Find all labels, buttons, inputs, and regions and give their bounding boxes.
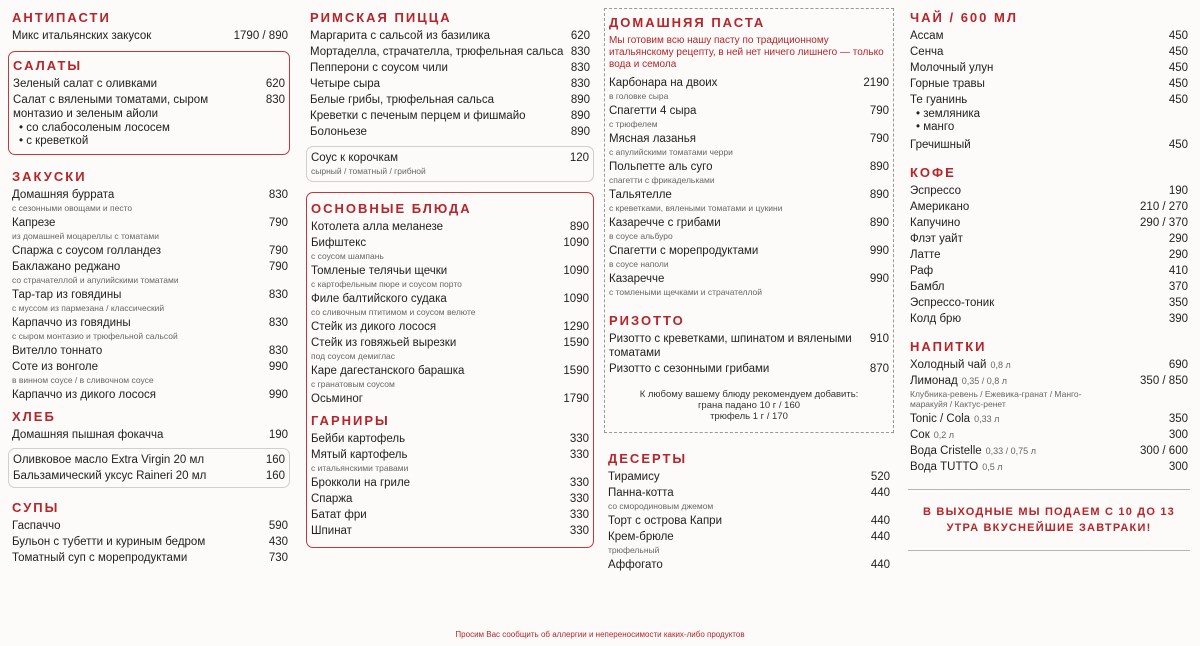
item-name: Панна-котта xyxy=(608,487,674,499)
item-description: с сыром монтазио и трюфельной сальсой xyxy=(12,331,178,341)
item-price: 1090 xyxy=(563,293,589,305)
item-description: с гранатовым соусом xyxy=(311,379,395,389)
menu-item xyxy=(8,243,292,259)
item-price: 830 xyxy=(268,289,288,301)
item-name: Стейк из говяжьей вырезки xyxy=(311,337,457,349)
menu-item xyxy=(906,357,1192,373)
item-name: Американо xyxy=(910,201,970,213)
section-title-main: ОСНОВНЫЕ БЛЮДА xyxy=(311,201,472,216)
item-description: в головке сыра xyxy=(609,91,669,101)
pasta-list xyxy=(605,75,893,299)
item-volume: 0,5 л xyxy=(982,462,1003,472)
menu-item xyxy=(8,550,292,566)
menu-item xyxy=(604,469,894,485)
menu-item xyxy=(306,124,594,140)
item-name: Колд брю xyxy=(910,313,962,325)
item-price: 890 xyxy=(570,94,590,106)
item-price: 870 xyxy=(869,363,889,375)
menu-item: Салат с вялеными томатами, сыром монтазио и зеленым айоли 830 xyxy=(13,94,285,120)
item-price: 350 xyxy=(1168,413,1188,425)
item-name: Мортаделла, страчателла, трюфельная сальса xyxy=(310,46,564,58)
menu-item xyxy=(906,311,1192,327)
item-price: 830 xyxy=(268,317,288,329)
menu-item xyxy=(906,60,1192,76)
menu-item xyxy=(906,279,1192,295)
item-name: Tonic / Cola xyxy=(910,413,971,425)
item-name: Ризотто с сезонными грибами xyxy=(609,363,770,375)
item-price: 790 xyxy=(268,261,288,273)
pasta-risotto-box xyxy=(604,8,894,433)
menu-item xyxy=(906,459,1192,475)
item-name: Спаржа xyxy=(311,493,353,505)
item-price: 330 xyxy=(569,525,589,537)
menu-item xyxy=(8,287,292,303)
section-title-desserts: ДЕСЕРТЫ xyxy=(608,451,688,466)
column-1 xyxy=(8,8,292,566)
breakfast-promo: В ВЫХОДНЫЕ МЫ ПОДАЕМ С 10 ДО 13 УТРА ВКУСНЕЙШИЕ ЗАВТРАКИ! xyxy=(923,506,1175,534)
item-name: Мясная лазанья xyxy=(609,133,696,145)
menu-item: Зеленый салат с оливками 620 xyxy=(13,78,285,90)
menu-item xyxy=(8,343,292,359)
menu-item xyxy=(8,534,292,550)
main-dishes-list xyxy=(307,219,593,407)
item-price: 350 / 850 xyxy=(1140,375,1188,387)
item-description: в соусе альбуро xyxy=(609,231,673,241)
item-name: Те гуанинь xyxy=(910,94,968,106)
zakuski-list xyxy=(8,187,292,403)
item-name: Болоньезе xyxy=(310,126,367,138)
menu-item: Соус к корочкам 120 xyxy=(311,152,589,164)
sauce-box xyxy=(306,146,594,182)
menu-item xyxy=(307,263,593,279)
item-name: Филе балтийского судака xyxy=(311,293,447,305)
sides-list xyxy=(307,431,593,539)
item-description: с сезонными овощами и песто xyxy=(12,203,133,213)
item-name: Казаречче xyxy=(609,273,665,285)
item-name: Молочный улун xyxy=(910,62,994,74)
menu-item xyxy=(307,475,593,491)
item-name: Бульон с тубетти и куриным бедром xyxy=(12,536,206,548)
item-price: 690 xyxy=(1168,359,1188,371)
divider xyxy=(908,489,1190,490)
item-description: с муссом из пармезана / классический xyxy=(12,303,165,313)
item-price: 300 / 600 xyxy=(1140,445,1188,457)
item-name: Лимонад xyxy=(910,375,958,387)
bread-extras-box xyxy=(8,448,290,488)
menu-item xyxy=(906,443,1192,459)
pasta-note: Мы готовим всю нашу пасту по традиционному итальянскому рецепту, в ней нет ничего лишнего — только вода и семола xyxy=(609,35,884,70)
item-volume: 0,33 л xyxy=(974,414,1000,424)
section-title-zakuski: ЗАКУСКИ xyxy=(12,169,87,184)
item-name: Маргарита с сальсой из базилика xyxy=(310,30,491,42)
section-title-risotto: РИЗОТТО xyxy=(609,313,685,328)
menu-item xyxy=(307,291,593,307)
menu-item xyxy=(307,319,593,335)
menu-item xyxy=(605,243,893,259)
menu-item xyxy=(906,295,1192,311)
item-price: 790 xyxy=(268,217,288,229)
menu-item xyxy=(306,60,594,76)
section-title-soups: СУПЫ xyxy=(12,500,60,515)
item-name: Тар-тар из говядины xyxy=(12,289,122,301)
menu-item xyxy=(605,131,893,147)
menu-item xyxy=(8,518,292,534)
item-price: 1790 xyxy=(563,393,589,405)
item-description: с картофельным пюре и соусом порто xyxy=(311,279,462,289)
menu-item xyxy=(8,387,292,403)
item-price: 410 xyxy=(1168,265,1188,277)
item-price: 440 xyxy=(870,515,890,527)
menu-item xyxy=(906,183,1192,199)
menu-item xyxy=(906,411,1192,427)
item-name: Томатный суп с морепродуктами xyxy=(12,552,188,564)
menu-item: Оливковое масло Extra Virgin 20 мл 160 xyxy=(13,454,285,466)
item-name: Карбонара на двоих xyxy=(609,77,718,89)
option-bullet: • земляника xyxy=(906,108,1192,121)
menu-item xyxy=(8,259,292,275)
item-price: 830 xyxy=(268,189,288,201)
addition-note: К любому вашему блюду рекомендуем добавить: грана падано 10 г / 160 трюфель 1 г / 170 xyxy=(639,389,859,422)
item-name: Флэт уайт xyxy=(910,233,963,245)
section-title-pasta: ДОМАШНЯЯ ПАСТА xyxy=(609,15,766,30)
item-name: Крем-брюле xyxy=(608,531,674,543)
menu-item xyxy=(307,431,593,447)
item-name: Карпаччо из говядины xyxy=(12,317,131,329)
item-name: Эспрессо xyxy=(910,185,962,197)
menu-item xyxy=(605,187,893,203)
item-price: 1290 xyxy=(563,321,589,333)
menu-item xyxy=(8,187,292,203)
menu-item xyxy=(605,361,893,377)
item-price: 440 xyxy=(870,487,890,499)
menu-item xyxy=(906,231,1192,247)
item-price: 290 xyxy=(1168,249,1188,261)
section-title-tea: ЧАЙ / 600 МЛ xyxy=(910,10,1018,25)
item-name: Спагетти 4 сыра xyxy=(609,105,697,117)
option-bullet: • с креветкой xyxy=(9,135,289,148)
item-name: Шпинат xyxy=(311,525,352,537)
item-price: 440 xyxy=(870,559,890,571)
item-price: 330 xyxy=(569,477,589,489)
item-price: 590 xyxy=(268,520,288,532)
item-name: Каре дагестанского барашка xyxy=(311,365,465,377)
menu-item: Гречишный 450 xyxy=(910,139,1188,151)
item-name: Аффогато xyxy=(608,559,663,571)
item-description: в соусе наполи xyxy=(609,259,669,269)
column-3 xyxy=(604,8,894,573)
tea-list xyxy=(906,28,1192,108)
lemonade-flavors: Клубника-ревень / Ежевика-гранат / Манго-маракуйя / Кактус-ренет xyxy=(910,389,1082,409)
item-price: 890 xyxy=(569,221,589,233)
item-description: со смородиновым джемом xyxy=(608,501,714,511)
item-price: 1090 xyxy=(563,265,589,277)
item-price: 890 xyxy=(869,217,889,229)
item-price: 990 xyxy=(268,389,288,401)
item-description: со сливочным птитимом и соусом велюте xyxy=(311,307,476,317)
item-name: Соте из вонголе xyxy=(12,361,98,373)
drinks-list-2 xyxy=(906,411,1192,475)
item-price: 2190 xyxy=(863,77,889,89)
item-price: 990 xyxy=(869,245,889,257)
column-4 xyxy=(906,8,1192,557)
item-name: Эспрессо-тоник xyxy=(910,297,995,309)
item-price: 990 xyxy=(869,273,889,285)
item-name: Мятый картофель xyxy=(311,449,408,461)
section-title-drinks: НАПИТКИ xyxy=(910,339,987,354)
section-title-bread: ХЛЕБ xyxy=(12,409,56,424)
menu-item xyxy=(906,427,1192,443)
menu-item xyxy=(8,359,292,375)
item-name: Сок xyxy=(910,429,930,441)
item-name: Бейби картофель xyxy=(311,433,406,445)
item-price: 1590 xyxy=(563,337,589,349)
item-volume: 0,35 / 0,8 л xyxy=(961,376,1008,386)
menu-item xyxy=(906,44,1192,60)
main-dishes-box xyxy=(306,192,594,548)
item-name: Капучино xyxy=(910,217,961,229)
item-price: 430 xyxy=(268,536,288,548)
item-price: 830 xyxy=(268,345,288,357)
item-description: со страчателлой и апулийскими томатами xyxy=(12,275,179,285)
menu-item xyxy=(307,363,593,379)
menu-item xyxy=(605,271,893,287)
menu-item xyxy=(906,247,1192,263)
item-description: с соусом шампань xyxy=(311,251,384,261)
item-price: 890 xyxy=(570,110,590,122)
item-volume: 0,2 л xyxy=(933,430,954,440)
item-price: 290 / 370 xyxy=(1140,217,1188,229)
item-price: 790 xyxy=(869,133,889,145)
item-description: трюфельный xyxy=(608,545,660,555)
item-price: 330 xyxy=(569,509,589,521)
item-price: 440 xyxy=(870,531,890,543)
item-name: Бифштекс xyxy=(311,237,367,249)
menu-item: Домашняя пышная фокачча 190 xyxy=(12,429,288,441)
menu-item xyxy=(307,235,593,251)
menu-item xyxy=(605,159,893,175)
menu-item: Микс итальянских закусок 1790 / 890 xyxy=(12,30,288,42)
menu-item xyxy=(306,108,594,124)
item-price: 890 xyxy=(869,189,889,201)
item-price: 990 xyxy=(268,361,288,373)
item-name: Стейк из дикого лосося xyxy=(311,321,437,333)
menu-item xyxy=(906,373,1192,389)
menu-item xyxy=(307,523,593,539)
item-price: 910 xyxy=(869,333,889,345)
item-description: сырный / томатный / грибной xyxy=(311,166,426,176)
menu-item xyxy=(306,28,594,44)
item-name: Томленые телячьи щечки xyxy=(311,265,448,277)
soups-list xyxy=(8,518,292,566)
item-price: 330 xyxy=(569,433,589,445)
section-title-coffee: КОФЕ xyxy=(910,165,956,180)
item-description: с томлеными щечками и страчателлой xyxy=(609,287,763,297)
menu-item xyxy=(605,103,893,119)
menu-item xyxy=(8,215,292,231)
item-description: с креветками, вялеными томатами и цукини xyxy=(609,203,783,213)
item-name: Вода Cristelle xyxy=(910,445,982,457)
menu-item xyxy=(307,491,593,507)
item-price: 730 xyxy=(268,552,288,564)
item-name: Четыре сыра xyxy=(310,78,381,90)
risotto-list xyxy=(605,331,893,377)
menu-item xyxy=(306,44,594,60)
item-description: из домашней моцареллы с томатами xyxy=(12,231,159,241)
item-name: Вода TUTTO xyxy=(910,461,979,473)
item-price: 300 xyxy=(1168,461,1188,473)
desserts-list xyxy=(604,469,894,573)
item-price: 1090 xyxy=(563,237,589,249)
menu-item xyxy=(306,76,594,92)
menu-item xyxy=(307,335,593,351)
item-name: Польпетте аль суго xyxy=(609,161,713,173)
item-price: 450 xyxy=(1168,30,1188,42)
item-description: в винном соусе / в сливочном соусе xyxy=(12,375,154,385)
item-price: 790 xyxy=(869,105,889,117)
item-price: 890 xyxy=(570,126,590,138)
item-name: Бамбл xyxy=(910,281,945,293)
item-price: 620 xyxy=(570,30,590,42)
item-price: 520 xyxy=(870,471,890,483)
menu-item xyxy=(604,557,894,573)
menu-item xyxy=(906,92,1192,108)
drinks-list xyxy=(906,357,1192,389)
item-name: Тирамису xyxy=(608,471,660,483)
menu-item xyxy=(8,315,292,331)
section-title-salads: САЛАТЫ xyxy=(13,58,83,73)
item-name: Ассам xyxy=(910,30,944,42)
item-name: Батат фри xyxy=(311,509,367,521)
option-bullet: • со слабосоленым лососем xyxy=(9,122,289,135)
item-name: Латте xyxy=(910,249,941,261)
item-price: 290 xyxy=(1168,233,1188,245)
item-name: Тальятелле xyxy=(609,189,672,201)
item-name: Вителло тоннато xyxy=(12,345,103,357)
item-price: 790 xyxy=(268,245,288,257)
item-price: 450 xyxy=(1168,78,1188,90)
menu-item xyxy=(605,331,893,361)
section-title-pizza: РИМСКАЯ ПИЦЦА xyxy=(310,10,452,25)
item-price: 370 xyxy=(1168,281,1188,293)
item-name: Спагетти с морепродуктами xyxy=(609,245,759,257)
item-name: Котолета алла меланезе xyxy=(311,221,444,233)
item-name: Казаречче с грибами xyxy=(609,217,721,229)
item-name: Торт с острова Капри xyxy=(608,515,722,527)
menu-item xyxy=(906,263,1192,279)
item-price: 450 xyxy=(1168,62,1188,74)
item-price: 300 xyxy=(1168,429,1188,441)
menu-item: Бальзамический уксус Raineri 20 мл 160 xyxy=(13,470,285,482)
item-name: Белые грибы, трюфельная сальса xyxy=(310,94,495,106)
item-name: Холодный чай xyxy=(910,359,987,371)
item-description: под соусом демиглас xyxy=(311,351,396,361)
coffee-list xyxy=(906,183,1192,327)
item-volume: 0,8 л xyxy=(990,360,1011,370)
menu-item xyxy=(605,215,893,231)
item-name: Сенча xyxy=(910,46,944,58)
menu-item xyxy=(307,507,593,523)
menu-item xyxy=(307,391,593,407)
item-price: 330 xyxy=(569,493,589,505)
item-price: 210 / 270 xyxy=(1140,201,1188,213)
item-price: 450 xyxy=(1168,46,1188,58)
item-description: с итальянскими травами xyxy=(311,463,409,473)
salads-box xyxy=(8,51,290,155)
menu-item xyxy=(307,447,593,463)
section-title-antipasti: АНТИПАСТИ xyxy=(12,10,111,25)
menu-item xyxy=(604,513,894,529)
item-name: Пепперони с соусом чили xyxy=(310,62,448,74)
item-name: Капрезе xyxy=(12,217,56,229)
item-name: Осьминог xyxy=(311,393,363,405)
menu-item xyxy=(306,92,594,108)
item-price: 830 xyxy=(570,78,590,90)
menu-item xyxy=(906,28,1192,44)
menu-item xyxy=(604,485,894,501)
item-name: Домашняя буррата xyxy=(12,189,115,201)
menu-item xyxy=(307,219,593,235)
item-volume: 0,33 / 0,75 л xyxy=(985,446,1036,456)
item-price: 190 xyxy=(1168,185,1188,197)
option-bullet: • манго xyxy=(906,121,1192,134)
item-name: Ризотто с креветками, шпинатом и вялеными томатами xyxy=(609,333,852,359)
item-price: 830 xyxy=(570,46,590,58)
menu-item xyxy=(604,529,894,545)
menu-item xyxy=(906,199,1192,215)
item-price: 350 xyxy=(1168,297,1188,309)
item-name: Гаспаччо xyxy=(12,520,61,532)
section-title-sides: ГАРНИРЫ xyxy=(311,413,390,428)
item-name: Баклажано реджано xyxy=(12,261,121,273)
item-price: 330 xyxy=(569,449,589,461)
item-description: с апулийскими томатами черри xyxy=(609,147,733,157)
item-price: 450 xyxy=(1168,94,1188,106)
item-name: Брокколи на гриле xyxy=(311,477,411,489)
menu-item xyxy=(605,75,893,91)
column-2 xyxy=(306,8,594,548)
item-price: 1590 xyxy=(563,365,589,377)
item-name: Горные травы xyxy=(910,78,985,90)
item-name: Карпаччо из дикого лосося xyxy=(12,389,157,401)
allergy-footer: Просим Вас сообщить об аллергии и непереносимости каких-либо продуктов xyxy=(455,630,745,639)
item-description: спагетти с фрикадельками xyxy=(609,175,715,185)
item-name: Раф xyxy=(910,265,934,277)
item-price: 830 xyxy=(570,62,590,74)
divider xyxy=(908,550,1190,551)
item-price: 390 xyxy=(1168,313,1188,325)
menu-item xyxy=(906,76,1192,92)
pizza-list xyxy=(306,28,594,140)
item-name: Спаржа с соусом голландез xyxy=(12,245,162,257)
item-name: Креветки с печеным перцем и фишмайо xyxy=(310,110,526,122)
menu-item xyxy=(906,215,1192,231)
item-description: с трюфелем xyxy=(609,119,658,129)
item-price: 890 xyxy=(869,161,889,173)
